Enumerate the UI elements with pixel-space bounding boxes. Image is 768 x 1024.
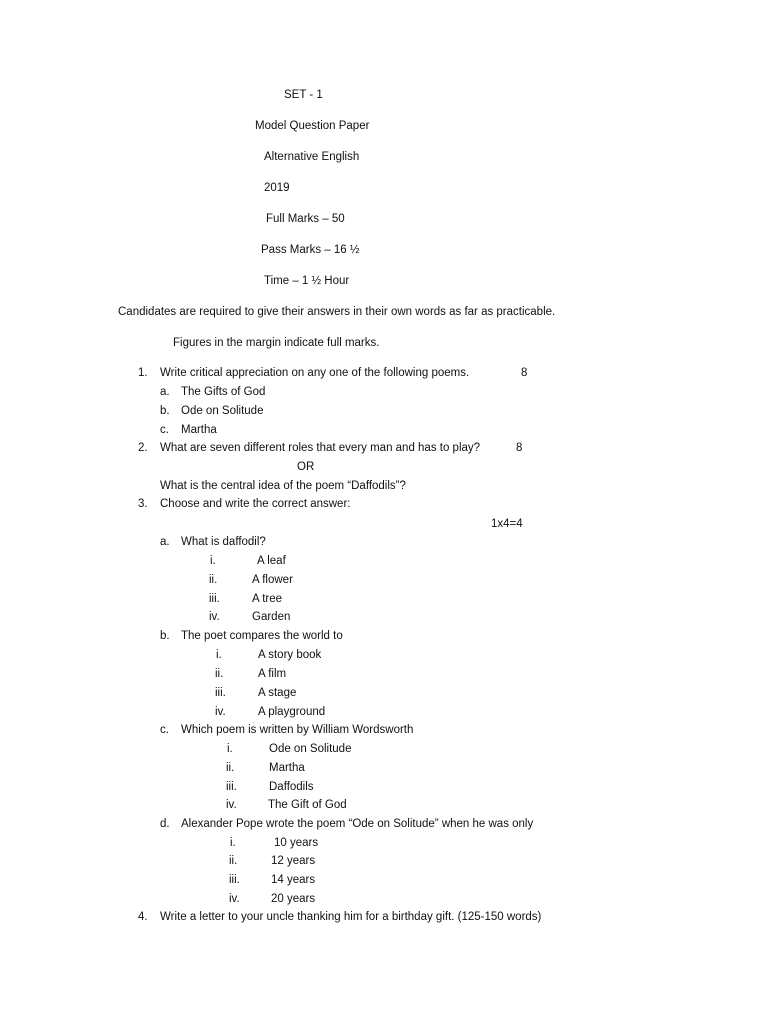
q2-or: OR	[297, 461, 315, 473]
q1-option-text: Martha	[181, 424, 217, 436]
q3-marks: 1x4=4	[491, 518, 523, 530]
option-text: Daffodils	[269, 781, 314, 793]
q2-number: 2.	[138, 442, 148, 454]
option-text: Ode on Solitude	[269, 743, 352, 755]
q1-option-text: Ode on Solitude	[181, 405, 264, 417]
option-text: A playground	[258, 706, 326, 718]
set-label: SET - 1	[284, 89, 323, 101]
option-text: 12 years	[271, 855, 316, 867]
q1-marks: 8	[521, 367, 528, 379]
option-numeral: iii.	[229, 874, 240, 886]
q3-part-label: a.	[160, 536, 170, 548]
option-numeral: iv.	[215, 706, 226, 718]
q1-number: 1.	[138, 367, 148, 379]
q3-text: Choose and write the correct answer:	[160, 498, 351, 510]
option-text: A tree	[252, 593, 283, 605]
option-numeral: iv.	[226, 799, 237, 811]
q1-text: Write critical appreciation on any one of the following poems.	[160, 367, 470, 379]
option-numeral: ii.	[209, 574, 218, 586]
option-text: 10 years	[274, 837, 319, 849]
q4-text: Write a letter to your uncle thanking him for a birthday gift. (125-150 words)	[160, 911, 542, 923]
option-numeral: i.	[227, 743, 233, 755]
q3-part-text: Alexander Pope wrote the poem “Ode on Solitude” when he was only	[181, 818, 534, 830]
option-text: 14 years	[271, 874, 316, 886]
option-numeral: iv.	[209, 611, 220, 623]
q4-number: 4.	[138, 911, 148, 923]
q1-option-label: b.	[160, 405, 170, 417]
q3-part-label: d.	[160, 818, 170, 830]
option-text: A leaf	[257, 555, 286, 567]
q3-number: 3.	[138, 498, 148, 510]
option-numeral: i.	[216, 649, 222, 661]
option-numeral: iii.	[209, 593, 220, 605]
pass-marks: Pass Marks – 16 ½	[261, 244, 360, 256]
option-numeral: ii.	[215, 668, 224, 680]
q3-part-text: What is daffodil?	[181, 536, 266, 548]
option-numeral: i.	[210, 555, 216, 567]
q2-marks: 8	[516, 442, 523, 454]
option-text: Garden	[252, 611, 291, 623]
q1-option-label: c.	[160, 424, 169, 436]
q3-part-label: c.	[160, 724, 169, 736]
option-numeral: iii.	[226, 781, 237, 793]
q3-part-text: The poet compares the world to	[181, 630, 343, 642]
option-numeral: iv.	[229, 893, 240, 905]
full-marks: Full Marks – 50	[266, 213, 345, 225]
option-text: A film	[258, 668, 287, 680]
time: Time – 1 ½ Hour	[264, 275, 350, 287]
q1-option-label: a.	[160, 386, 170, 398]
option-text: A stage	[258, 687, 297, 699]
option-numeral: iii.	[215, 687, 226, 699]
q1-option-text: The Gifts of God	[181, 386, 266, 398]
q2-alternative: What is the central idea of the poem “Daffodils”?	[160, 480, 406, 492]
q2-text: What are seven different roles that every man and has to play?	[160, 442, 481, 454]
q3-part-label: b.	[160, 630, 170, 642]
option-text: A flower	[252, 574, 293, 586]
option-text: The Gift of God	[268, 799, 347, 811]
year: 2019	[264, 182, 290, 194]
instruction-line-1: Candidates are required to give their answers in their own words as far as practicable.	[118, 306, 556, 318]
option-numeral: ii.	[229, 855, 238, 867]
q3-part-text: Which poem is written by William Wordsworth	[181, 724, 414, 736]
option-text: A story book	[258, 649, 322, 661]
paper-title: Model Question Paper	[255, 120, 370, 132]
option-numeral: ii.	[226, 762, 235, 774]
option-text: 20 years	[271, 893, 316, 905]
instruction-line-2: Figures in the margin indicate full marks.	[173, 337, 380, 349]
subject: Alternative English	[264, 151, 360, 163]
option-text: Martha	[269, 762, 305, 774]
option-numeral: i.	[230, 837, 236, 849]
